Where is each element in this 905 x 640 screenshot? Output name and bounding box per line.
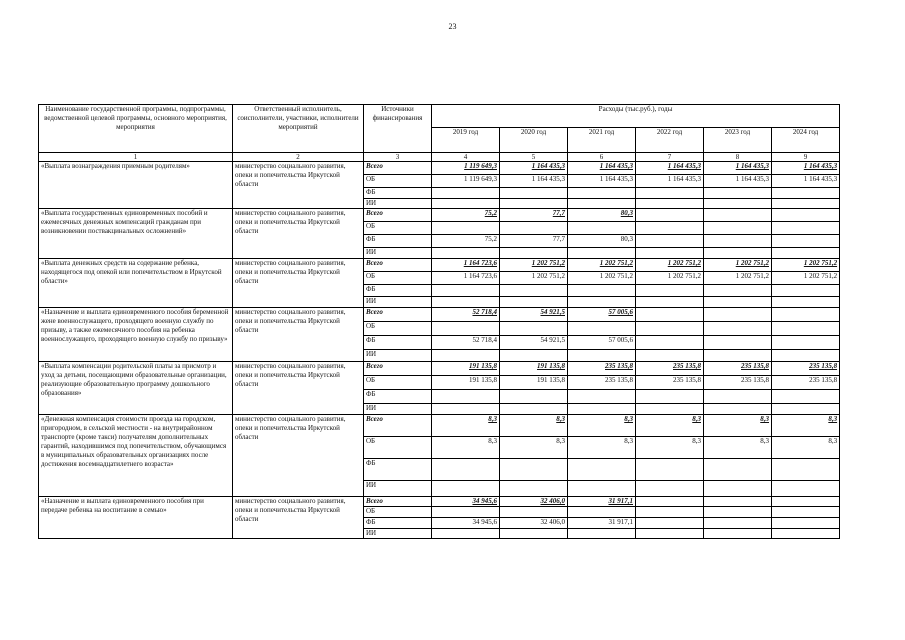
expense-value <box>568 459 636 481</box>
expense-value <box>500 507 568 518</box>
funding-source: ИИ <box>364 481 432 497</box>
expense-value <box>568 285 636 297</box>
responsible-executor: министерство социального развития, опеки и попечительства Иркутской области <box>233 415 364 497</box>
expense-value <box>636 336 704 350</box>
expense-value <box>568 222 636 235</box>
expense-value <box>568 297 636 308</box>
expense-value: 8,3 <box>636 415 704 437</box>
expense-value: 8,3 <box>772 415 840 437</box>
funding-source: ФБ <box>364 390 432 404</box>
funding-source: ФБ <box>364 336 432 350</box>
expense-value <box>772 390 840 404</box>
expense-value <box>432 350 500 362</box>
expense-value: 191 135,8 <box>500 362 568 376</box>
expense-value: 1 164 723,6 <box>432 272 500 285</box>
expense-value <box>772 529 840 539</box>
expense-value <box>500 285 568 297</box>
expense-value <box>432 285 500 297</box>
expense-value <box>704 297 772 308</box>
expense-value: 1 202 751,2 <box>568 259 636 272</box>
expense-value <box>704 497 772 507</box>
column-number: 1 <box>39 153 233 162</box>
expense-value: 235 135,8 <box>636 376 704 390</box>
expense-value <box>500 322 568 336</box>
funding-source: ОБ <box>364 175 432 188</box>
expense-value <box>772 188 840 199</box>
expense-value <box>772 235 840 248</box>
expense-value: 235 135,8 <box>772 376 840 390</box>
expense-value <box>704 308 772 322</box>
expense-value <box>500 390 568 404</box>
expense-value <box>636 497 704 507</box>
expense-value <box>704 507 772 518</box>
expense-value <box>432 297 500 308</box>
expense-value <box>772 518 840 529</box>
expense-value: 54 921,5 <box>500 308 568 322</box>
expense-value <box>636 322 704 336</box>
expense-value <box>500 404 568 415</box>
expense-value: 52 718,4 <box>432 336 500 350</box>
expense-value <box>500 350 568 362</box>
funding-source: Всего <box>364 497 432 507</box>
funding-source: ОБ <box>364 376 432 390</box>
column-number: 3 <box>364 153 432 162</box>
funding-source: ОБ <box>364 222 432 235</box>
expense-value: 57 005,6 <box>568 336 636 350</box>
funding-source: ИИ <box>364 248 432 259</box>
expense-value <box>568 507 636 518</box>
responsible-executor: министерство социального развития, опеки и попечительства Иркутской области <box>233 259 364 308</box>
expense-value <box>704 390 772 404</box>
expense-value: 1 202 751,2 <box>772 272 840 285</box>
expense-value <box>500 529 568 539</box>
funding-source: ФБ <box>364 285 432 297</box>
funding-source: ИИ <box>364 199 432 209</box>
column-number: 7 <box>636 153 704 162</box>
expense-value: 1 202 751,2 <box>636 272 704 285</box>
expense-value <box>568 404 636 415</box>
expense-value: 32 406,0 <box>500 497 568 507</box>
expense-value <box>772 308 840 322</box>
expense-value: 1 164 723,6 <box>432 259 500 272</box>
column-number: 5 <box>500 153 568 162</box>
expense-value: 32 406,0 <box>500 518 568 529</box>
program-item-name: «Выплата вознаграждения приемным родителям» <box>39 162 233 209</box>
expense-value <box>432 390 500 404</box>
expense-value <box>432 481 500 497</box>
table-row <box>39 259 840 272</box>
table-row <box>39 162 840 175</box>
expense-value: 8,3 <box>704 437 772 459</box>
table-row <box>39 497 840 507</box>
expense-value: 235 135,8 <box>568 376 636 390</box>
expense-value <box>636 297 704 308</box>
expense-value: 52 718,4 <box>432 308 500 322</box>
expense-value: 1 119 649,3 <box>432 162 500 175</box>
expense-value <box>704 336 772 350</box>
expense-value: 1 164 435,3 <box>704 175 772 188</box>
header-responsible: Ответственный исполнитель, соисполнители, участники, исполнители мероприятий <box>233 105 364 153</box>
expense-value <box>568 188 636 199</box>
expense-value <box>772 404 840 415</box>
expense-value <box>432 188 500 199</box>
expense-value: 75,2 <box>432 209 500 222</box>
expense-value <box>772 297 840 308</box>
expense-value: 57 005,6 <box>568 308 636 322</box>
expense-value: 1 164 435,3 <box>704 162 772 175</box>
expense-value <box>500 459 568 481</box>
expense-value: 8,3 <box>432 415 500 437</box>
responsible-executor: министерство социального развития, опеки и попечительства Иркутской области <box>233 162 364 209</box>
expense-value: 75,2 <box>432 235 500 248</box>
program-item-name: «Назначение и выплата единовременного пособия беременной жене военнослужащего, проходящего военную службу по призыву, а также ежемесячного пособия на ребенка военнослужащего, проходящего военную службу по призыву» <box>39 308 233 362</box>
expense-value <box>772 285 840 297</box>
expense-value <box>500 248 568 259</box>
expense-value: 80,3 <box>568 235 636 248</box>
expense-value: 191 135,8 <box>500 376 568 390</box>
page-number: 23 <box>448 22 457 31</box>
expense-value <box>772 350 840 362</box>
expense-value: 235 135,8 <box>704 376 772 390</box>
expense-value: 1 202 751,2 <box>500 272 568 285</box>
table-row <box>39 362 840 376</box>
expense-value <box>704 188 772 199</box>
expense-value: 1 202 751,2 <box>772 259 840 272</box>
expense-value <box>636 507 704 518</box>
program-item-name: «Выплата компенсации родительской платы за присмотр и уход за детьми, посещающими образовательные организации, реализующие образовательную программу дошкольного образования» <box>39 362 233 415</box>
table-row <box>39 308 840 322</box>
expense-value: 34 945,6 <box>432 518 500 529</box>
header-expenses: Расходы (тыс.руб.), годы <box>432 105 840 128</box>
expense-value <box>636 390 704 404</box>
expense-value <box>636 350 704 362</box>
expense-value <box>772 209 840 222</box>
funding-source: ОБ <box>364 322 432 336</box>
responsible-executor: министерство социального развития, опеки и попечительства Иркутской области <box>233 497 364 539</box>
expense-value <box>772 507 840 518</box>
expense-value <box>704 199 772 209</box>
column-number: 8 <box>704 153 772 162</box>
funding-source: ОБ <box>364 507 432 518</box>
expense-value <box>636 459 704 481</box>
expense-value <box>500 188 568 199</box>
expense-value: 235 135,8 <box>704 362 772 376</box>
expense-value: 1 164 435,3 <box>636 162 704 175</box>
expense-value: 235 135,8 <box>772 362 840 376</box>
expense-value: 1 164 435,3 <box>568 175 636 188</box>
expense-value: 1 202 751,2 <box>568 272 636 285</box>
funding-source: ИИ <box>364 404 432 415</box>
header-year: 2022 год <box>636 128 704 153</box>
expense-value <box>432 199 500 209</box>
expense-value <box>568 481 636 497</box>
header-sources: Источники финансирования <box>364 105 432 153</box>
header-year: 2023 год <box>704 128 772 153</box>
expense-value <box>432 248 500 259</box>
expense-value <box>704 459 772 481</box>
expense-value: 8,3 <box>568 437 636 459</box>
expense-value: 31 917,1 <box>568 497 636 507</box>
funding-source: ОБ <box>364 272 432 285</box>
expense-value <box>500 481 568 497</box>
expense-value: 8,3 <box>568 415 636 437</box>
responsible-executor: министерство социального развития, опеки и попечительства Иркутской области <box>233 209 364 259</box>
expense-value <box>432 222 500 235</box>
expense-value: 1 164 435,3 <box>568 162 636 175</box>
expense-value: 80,3 <box>568 209 636 222</box>
expense-value: 1 119 649,3 <box>432 175 500 188</box>
expense-value: 77,7 <box>500 209 568 222</box>
expense-value <box>704 248 772 259</box>
expense-value: 1 202 751,2 <box>704 259 772 272</box>
expense-value: 8,3 <box>636 437 704 459</box>
column-number: 4 <box>432 153 500 162</box>
expense-value <box>636 248 704 259</box>
expense-value <box>568 529 636 539</box>
expense-value: 1 202 751,2 <box>704 272 772 285</box>
expense-value: 77,7 <box>500 235 568 248</box>
expense-value <box>432 507 500 518</box>
expense-value <box>636 209 704 222</box>
expense-value <box>704 322 772 336</box>
header-year: 2024 год <box>772 128 840 153</box>
funding-source: ФБ <box>364 518 432 529</box>
table-row <box>39 415 840 437</box>
header-year: 2020 год <box>500 128 568 153</box>
expense-value: 8,3 <box>432 437 500 459</box>
expense-value <box>636 188 704 199</box>
expense-value <box>432 322 500 336</box>
funding-source: ФБ <box>364 188 432 199</box>
expense-value <box>704 209 772 222</box>
program-item-name: «Денежная компенсация стоимости проезда на городском, пригородном, в сельской местности - на внутрирайонном транспорте (кроме такси) получателям дополнительных гарантий, находившимся под попечительством, обучающимся в муниципальных образовательных организациях после достижения восемнадцатилетнего возраста» <box>39 415 233 497</box>
expense-value <box>636 199 704 209</box>
funding-source: Всего <box>364 308 432 322</box>
expense-value: 235 135,8 <box>636 362 704 376</box>
expense-value <box>432 529 500 539</box>
expense-value: 8,3 <box>500 437 568 459</box>
funding-source: ИИ <box>364 529 432 539</box>
header-year: 2021 год <box>568 128 636 153</box>
expense-value: 34 945,6 <box>432 497 500 507</box>
expense-value <box>772 481 840 497</box>
expense-value <box>772 322 840 336</box>
funding-source: Всего <box>364 259 432 272</box>
expense-value: 31 917,1 <box>568 518 636 529</box>
responsible-executor: министерство социального развития, опеки и попечительства Иркутской области <box>233 308 364 362</box>
header-program-name: Наименование государственной программы, подпрограммы, ведомственной целевой программы, основного мероприятия, мероприятия <box>39 105 233 153</box>
expense-value <box>704 350 772 362</box>
expense-value: 8,3 <box>772 437 840 459</box>
expense-value <box>772 459 840 481</box>
expense-value <box>636 404 704 415</box>
expense-value <box>568 322 636 336</box>
program-item-name: «Выплата денежных средств на содержание ребенка, находящегося под опекой или попечительством в Иркутской области» <box>39 259 233 308</box>
expense-value <box>636 518 704 529</box>
funding-source: Всего <box>364 415 432 437</box>
expense-value <box>772 199 840 209</box>
expense-value: 1 164 435,3 <box>500 175 568 188</box>
column-number: 9 <box>772 153 840 162</box>
funding-source: Всего <box>364 362 432 376</box>
expense-value <box>636 481 704 497</box>
expense-value <box>704 404 772 415</box>
expense-value <box>432 404 500 415</box>
expense-value: 54 921,5 <box>500 336 568 350</box>
funding-source: ОБ <box>364 437 432 459</box>
expense-value <box>772 222 840 235</box>
expense-value: 235 135,8 <box>568 362 636 376</box>
expense-value: 1 164 435,3 <box>500 162 568 175</box>
funding-source: ИИ <box>364 350 432 362</box>
table-row <box>39 209 840 222</box>
expense-value: 1 202 751,2 <box>500 259 568 272</box>
expense-value: 1 164 435,3 <box>636 175 704 188</box>
expense-value: 8,3 <box>704 415 772 437</box>
header-year: 2019 год <box>432 128 500 153</box>
expense-value <box>704 222 772 235</box>
funding-source: Всего <box>364 162 432 175</box>
expense-value <box>568 248 636 259</box>
expense-value <box>704 518 772 529</box>
expense-value: 1 164 435,3 <box>772 162 840 175</box>
expense-value <box>568 390 636 404</box>
expense-value <box>772 248 840 259</box>
expense-value: 1 202 751,2 <box>636 259 704 272</box>
responsible-executor: министерство социального развития, опеки и попечительства Иркутской области <box>233 362 364 415</box>
expense-value <box>636 285 704 297</box>
program-item-name: «Выплата государственных единовременных пособий и ежемесячных денежных компенсаций гражданам при возникновении поствакцинальных осложнений» <box>39 209 233 259</box>
expense-value: 8,3 <box>500 415 568 437</box>
expense-value <box>500 297 568 308</box>
expense-value <box>636 529 704 539</box>
expense-value: 191 135,8 <box>432 376 500 390</box>
column-number: 6 <box>568 153 636 162</box>
funding-source: ФБ <box>364 459 432 481</box>
funding-source: ФБ <box>364 235 432 248</box>
expense-value: 191 135,8 <box>432 362 500 376</box>
expense-value <box>636 308 704 322</box>
expense-value <box>704 529 772 539</box>
funding-source: ИИ <box>364 297 432 308</box>
expense-value <box>432 459 500 481</box>
expense-value <box>568 199 636 209</box>
expense-value <box>636 222 704 235</box>
program-item-name: «Назначение и выплата единовременного пособия при передаче ребенка на воспитание в семью» <box>39 497 233 539</box>
expense-value <box>500 222 568 235</box>
expense-value <box>704 481 772 497</box>
expense-value <box>704 285 772 297</box>
expenses-table <box>38 104 840 539</box>
expense-value <box>704 235 772 248</box>
expense-value <box>500 199 568 209</box>
expense-value <box>772 336 840 350</box>
expense-value: 1 164 435,3 <box>772 175 840 188</box>
column-number: 2 <box>233 153 364 162</box>
expense-value <box>636 235 704 248</box>
funding-source: Всего <box>364 209 432 222</box>
expense-value <box>568 350 636 362</box>
expense-value <box>772 497 840 507</box>
